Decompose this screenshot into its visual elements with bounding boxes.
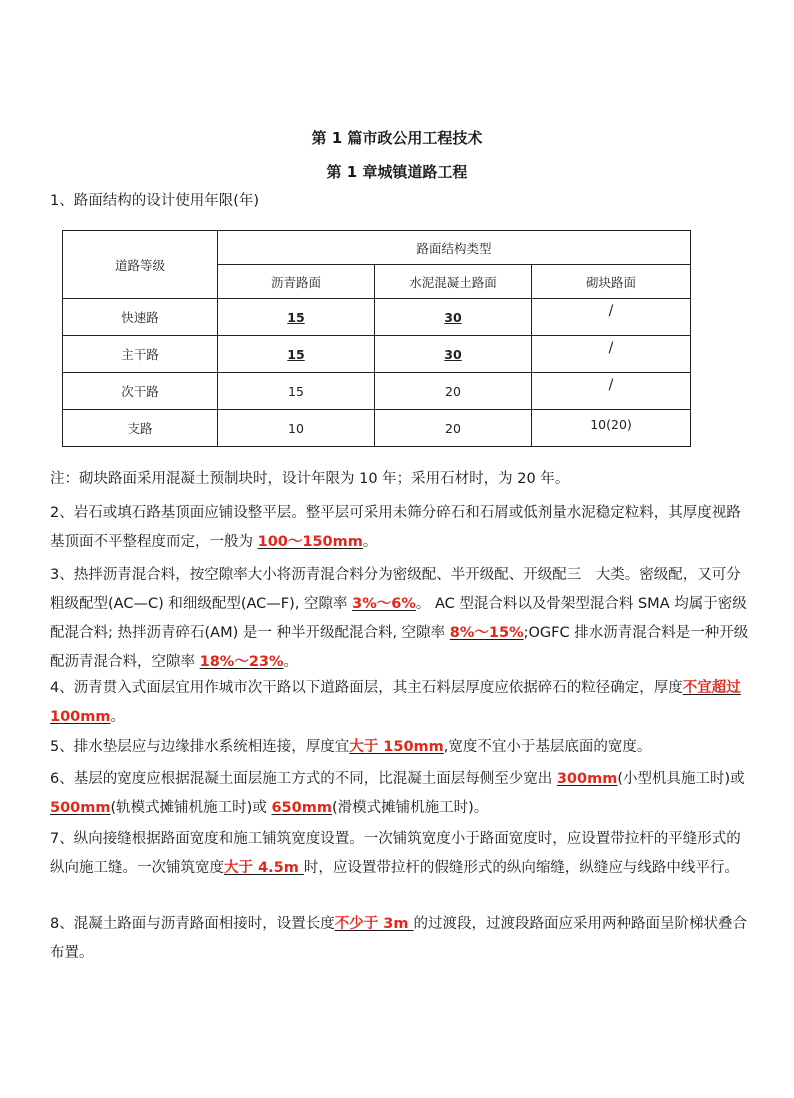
paragraph-text: 4、沥青贯入式面层宜用作城市次干路以下道路面层，其主石料层厚度应依据碎石的粒径确定，厚度 (50, 680, 683, 696)
table-row (63, 410, 691, 447)
road-level-cell: 支路 (63, 410, 218, 447)
asphalt-years-cell: 15 (287, 309, 305, 325)
table-row (63, 336, 691, 373)
paragraph-text: (滑模式摊铺机施工时)。 (331, 800, 489, 816)
table-note: 注：砌块路面采用混凝土预制块时，设计年限为 10 年；采用石材时，为 20 年。 (50, 471, 570, 487)
paragraph-text: 的过渡段，过渡段路面应采用两种路面呈阶梯状叠合布置。 (50, 916, 748, 961)
section-heading: 1、路面结构的设计使用年限(年) (50, 193, 260, 209)
concrete-years-cell: 30 (444, 346, 462, 362)
road-level-cell: 主干路 (63, 336, 218, 373)
block-years-cell: / (608, 340, 614, 356)
paragraph-8 (50, 910, 750, 968)
highlight-value: 3%～6% (352, 596, 416, 612)
highlight-value: 不宜超过 100mm (50, 680, 741, 725)
highlight-value: 100～150mm (257, 534, 363, 550)
paragraph-text: 。 (362, 534, 378, 550)
road-level-cell: 快速路 (63, 299, 218, 336)
column-header: 沥青路面 (218, 265, 375, 299)
paragraph-5 (50, 733, 750, 762)
asphalt-years-cell: 10 (218, 410, 375, 447)
paragraph-text: 。 (110, 709, 125, 725)
table-row-header: 道路等级 (63, 231, 218, 299)
paragraph-text: 7、纵向接缝根据路面宽度和施工铺筑宽度设置。一次铺筑宽度小于路面宽度时，应设置带拉杆的平缝形式的纵向施工缝。一次铺筑宽度 (50, 831, 741, 876)
highlight-value: 500mm (50, 800, 111, 816)
highlight-value: 不少于 3m (334, 916, 414, 932)
paragraph-text: ;OGFC 排水沥青混合料是一种开级配沥青混合料，空隙率 (50, 625, 749, 670)
concrete-years-cell: 20 (375, 373, 532, 410)
highlight-value: 大于 150mm (349, 739, 444, 755)
paragraph-text: 6、基层的宽度应根据混凝土面层施工方式的不同，比混凝土面层每侧至少宽出 (50, 771, 557, 787)
paragraph-4 (50, 674, 750, 732)
block-years-cell: / (608, 303, 614, 319)
paragraph-text: (轨模式摊铺机施工时)或 (110, 800, 272, 816)
column-header: 水泥混凝土路面 (375, 265, 532, 299)
paragraph-text: 8、混凝土路面与沥青路面相接时，设置长度 (50, 916, 335, 932)
paragraph-text: 。 AC 型混合料以及骨架型混合料 SMA 均属于密级配混合料; 热拌沥青碎石(AM) 是一 种半开级配混合料, 空隙率 (50, 596, 747, 641)
chapter-title: 第 1 章城镇道路工程 (326, 163, 468, 181)
design-life-table (62, 230, 691, 447)
paragraph-text: 3、热拌沥青混合料，按空隙率大小将沥青混合料分为密级配、半开级配、开级配三 大类。密级配，又可分粗级配型(AC—C) 和细级配型(AC—F), 空隙率 (50, 567, 741, 612)
paragraph-text: 2、岩石或填石路基顶面应铺设整平层。整平层可采用未筛分碎石和石屑或低剂量水泥稳定粒料，其厚度视路基顶面不平整程度而定，一般为 (50, 505, 741, 550)
paragraph-7 (50, 825, 750, 883)
highlight-value: 18%～23% (199, 654, 284, 670)
concrete-years-cell: 20 (375, 410, 532, 447)
part-title: 第 1 篇市政公用工程技术 (311, 129, 483, 147)
paragraph-text: 5、排水垫层应与边缘排水系统相连接，厚度宜 (50, 739, 350, 755)
block-years-cell: 10(20) (590, 416, 632, 432)
column-header: 砌块路面 (532, 265, 691, 299)
block-years-cell: / (608, 377, 614, 393)
table-group-header: 路面结构类型 (218, 231, 691, 265)
paragraph-text: 。 (283, 654, 299, 670)
paragraph-3 (50, 561, 750, 677)
asphalt-years-cell: 15 (287, 346, 305, 362)
paragraph-2 (50, 499, 750, 557)
paragraph-6 (50, 765, 750, 823)
concrete-years-cell: 30 (444, 309, 462, 325)
road-level-cell: 次干路 (63, 373, 218, 410)
highlight-value: 大于 4.5m (224, 860, 304, 876)
table-row (63, 373, 691, 410)
paragraph-text: 时，应设置带拉杆的假缝形式的纵向缩缝，纵缝应与线路中线平行。 (303, 860, 739, 876)
paragraph-text: (小型机具施工时)或 (617, 771, 745, 787)
asphalt-years-cell: 15 (218, 373, 375, 410)
highlight-value: 300mm (556, 771, 618, 787)
highlight-value: 650mm (271, 800, 332, 816)
paragraph-text: ,宽度不宜小于基层底面的宽度。 (443, 739, 652, 755)
highlight-value: 8%～15% (449, 625, 524, 641)
table-row (63, 299, 691, 336)
